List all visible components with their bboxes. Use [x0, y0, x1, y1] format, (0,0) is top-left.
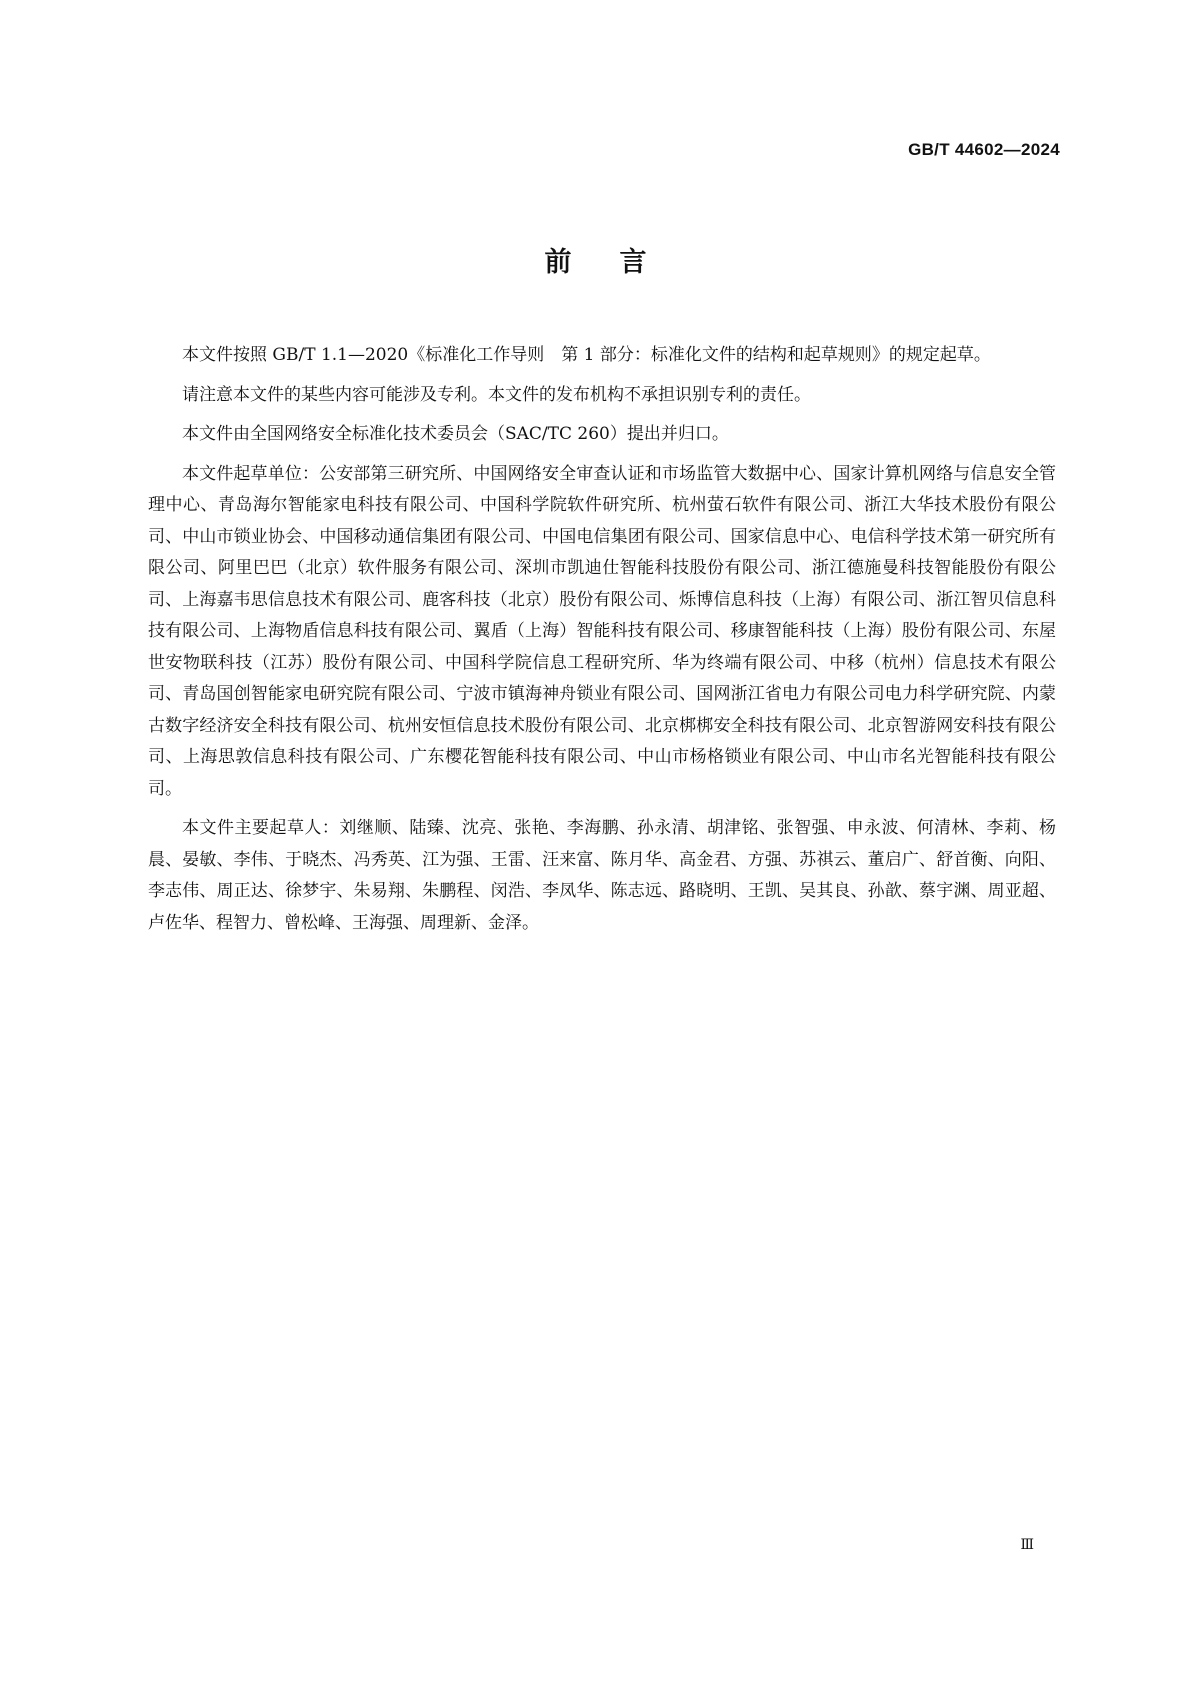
preface-body [148, 340, 1056, 947]
page-title: 前言 [544, 247, 695, 278]
paragraph-drafters: 本文件主要起草人：刘继顺、陆臻、沈亮、张艳、李海鹏、孙永清、胡津铭、张智强、申永波、何清林、李莉、杨晨、晏敏、李伟、于晓杰、冯秀英、江为强、王雷、汪来富、陈月华、高金君、方强、苏祺云、董启广、舒首衡、向阳、李志伟、周正达、徐梦宇、朱易翔、朱鹏程、闵浩、李凤华、陈志远、路晓明、王凯、吴其良、孙歆、蔡宇渊、周亚超、卢佐华、程智力、曾松峰、王海强、周理新、金泽。 [148, 818, 1056, 933]
paragraph-drafting-units: 本文件起草单位：公安部第三研究所、中国网络安全审查认证和市场监管大数据中心、国家计算机网络与信息安全管理中心、青岛海尔智能家电科技有限公司、中国科学院软件研究所、杭州萤石软件有限公司、浙江大华技术股份有限公司、中山市锁业协会、中国移动通信集团有限公司、中国电信集团有限公司、国家信息中心、电信科学技术第一研究所有限公司、阿里巴巴（北京）软件服务有限公司、深圳市凯迪仕智能科技股份有限公司、浙江德施曼科技智能股份有限公司、上海嘉韦思信息技术有限公司、鹿客科技（北京）股份有限公司、烁博信息科技（上海）有限公司、浙江智贝信息科技有限公司、上海物盾信息科技有限公司、翼盾（上海）智能科技有限公司、移康智能科技（上海）股份有限公司、东屋世安物联科技（江苏）股份有限公司、中国科学院信息工程研究所、华为终端有限公司、中移（杭州）信息技术有限公司、青岛国创智能家电研究院有限公司、宁波市镇海神舟锁业有限公司、国网浙江省电力有限公司电力科学研究院、内蒙古数字经济安全科技有限公司、杭州安恒信息技术股份有限公司、北京梆梆安全科技有限公司、北京智游网安科技有限公司、上海思敦信息科技有限公司、广东樱花智能科技有限公司、中山市杨格锁业有限公司、中山市名光智能科技有限公司。 [148, 463, 1056, 799]
paragraph-drafting-rules: 本文件按照 GB/T 1.1—2020《标准化工作导则 第 1 部分：标准化文件的结构和起草规则》的规定起草。 [182, 345, 991, 365]
page-number: Ⅲ [1020, 1537, 1033, 1553]
paragraph-proposer: 本文件由全国网络安全标准化技术委员会（SAC/TC 260）提出并归口。 [182, 424, 729, 444]
paragraph-patent-notice: 请注意本文件的某些内容可能涉及专利。本文件的发布机构不承担识别专利的责任。 [182, 384, 811, 405]
standard-number: GB/T 44602—2024 [908, 140, 1060, 159]
